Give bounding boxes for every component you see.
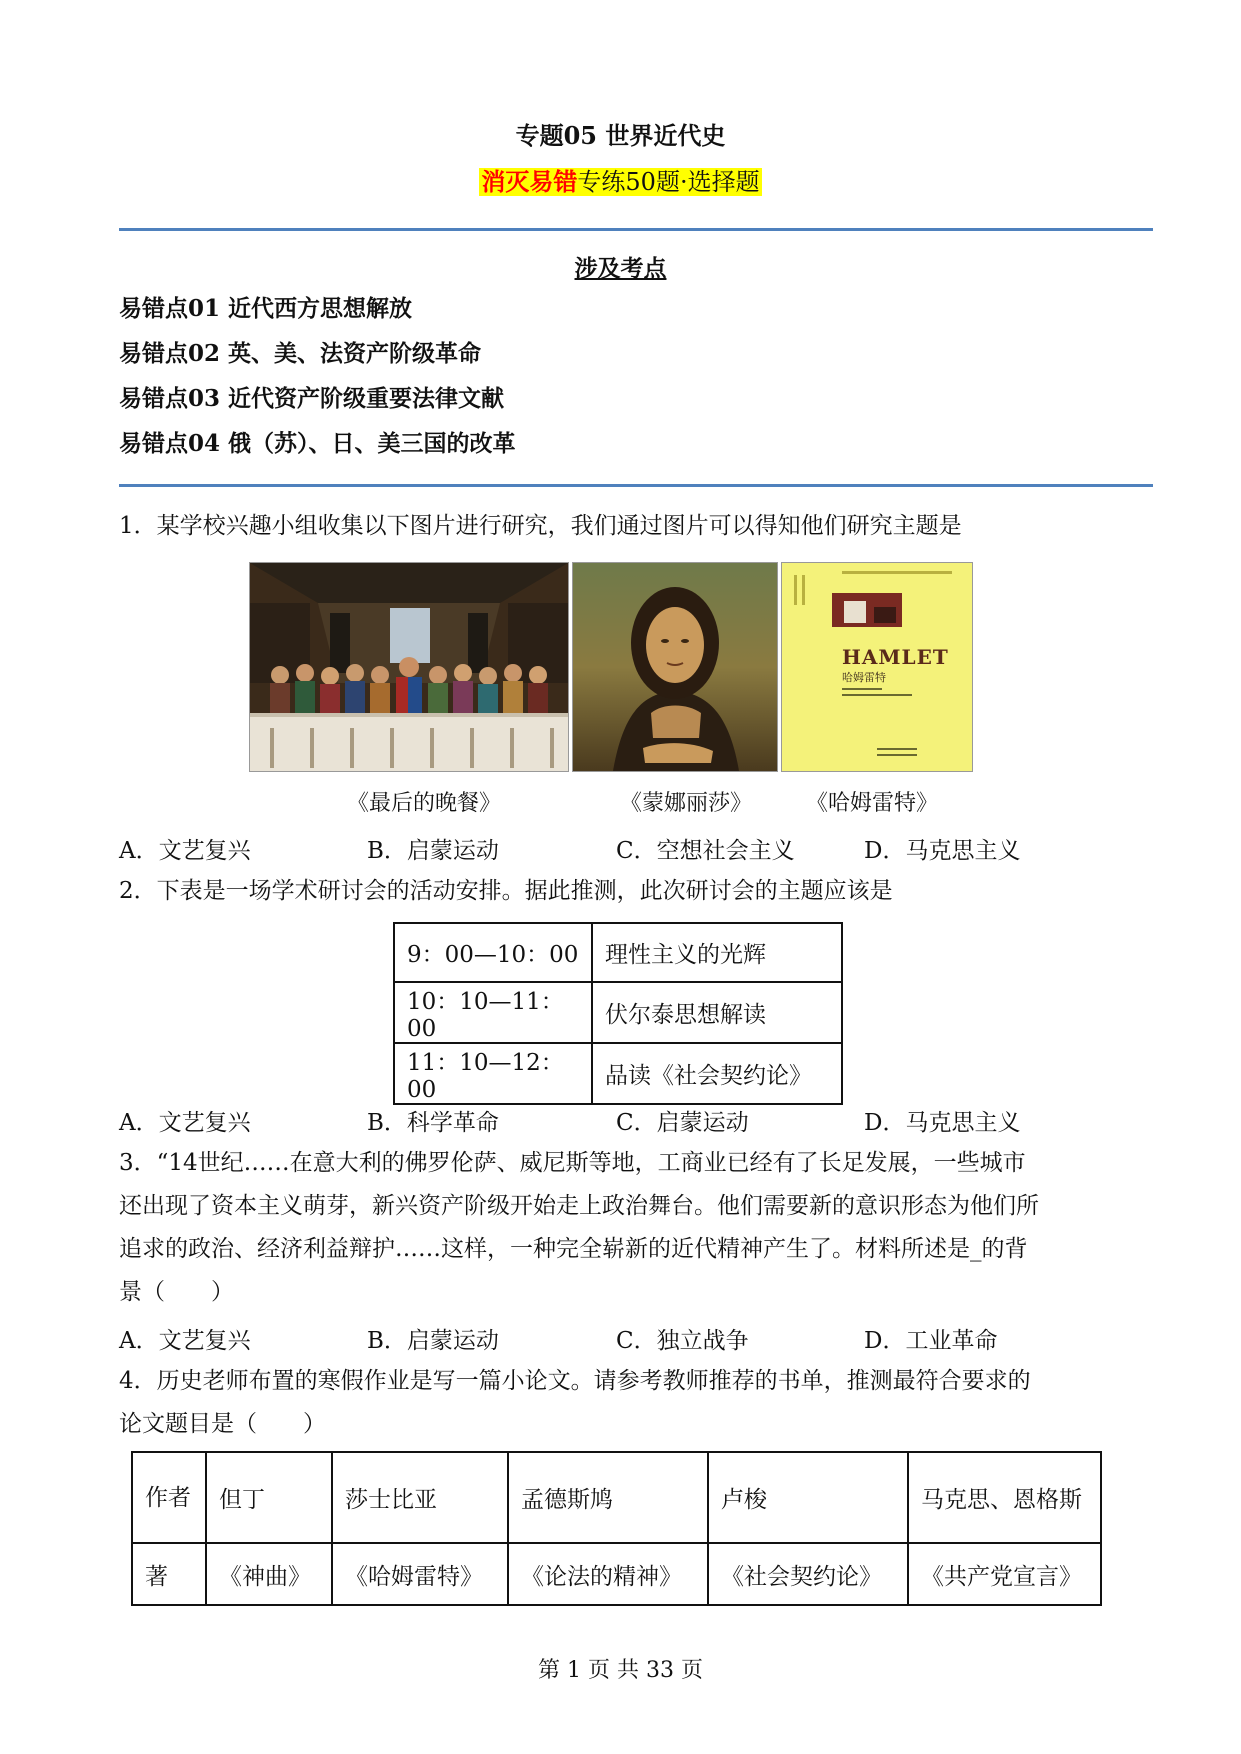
image-caption: 《最后的晚餐》 (347, 791, 502, 816)
question-4-line: 论文题目是（ ） (119, 1411, 326, 1437)
page-footer: 第 1 页 共 33 页 (538, 1658, 703, 1683)
row-head-author: 作者 (132, 1452, 206, 1543)
top-divider (119, 228, 1153, 231)
table-row (394, 982, 842, 1043)
topics-divider (119, 484, 1153, 487)
author-cell: 孟德斯鸠 (508, 1452, 708, 1543)
work-cell: 《共产党宣言》 (908, 1543, 1101, 1605)
schedule-topic: 伏尔泰思想解读 (592, 982, 842, 1043)
work-cell: 《论法的精神》 (508, 1543, 708, 1605)
row-head-work: 著 (132, 1543, 206, 1605)
author-cell: 但丁 (206, 1452, 332, 1543)
schedule-topic: 理性主义的光辉 (592, 923, 842, 982)
document-subtitle (0, 162, 1241, 197)
question-4-line: 4．历史老师布置的寒假作业是写一篇小论文。请参考教师推荐的书单，推测最符合要求的 (119, 1368, 1031, 1394)
topic-item: 易错点02 英、美、法资产阶级革命 (119, 340, 482, 367)
work-cell: 《神曲》 (206, 1543, 332, 1605)
work-cell: 《社会契约论》 (708, 1543, 908, 1605)
question-3-line: 3．“14世纪……在意大利的佛罗伦萨、威尼斯等地，工商业已经有了长足发展，一些城市 (119, 1150, 1026, 1176)
image-caption: 《蒙娜丽莎》 (620, 791, 753, 816)
topic-item: 易错点01 近代西方思想解放 (119, 295, 413, 322)
table-row (394, 923, 842, 982)
schedule-time: 9：00—10：00 (394, 923, 592, 982)
topic-item: 易错点04 俄（苏）、日、美三国的改革 (119, 430, 516, 457)
hamlet-book-cover-image (781, 562, 973, 772)
conference-schedule-table (393, 922, 843, 1105)
question-3-line: 追求的政治、经济利益辩护……这样，一种完全崭新的近代精神产生了。材料所述是_的背 (119, 1236, 1028, 1262)
table-row (132, 1543, 1101, 1605)
author-cell: 莎士比亚 (332, 1452, 508, 1543)
book-list-table (131, 1451, 1102, 1606)
question-3-line: 还出现了资本主义萌芽，新兴资产阶级开始走上政治舞台。他们需要新的意识形态为他们所 (119, 1193, 1039, 1219)
schedule-time: 10：10—11：00 (394, 982, 592, 1043)
q3-option-b: B．启蒙运动 (367, 1328, 499, 1354)
subtitle-red-text: 消灭易错 (481, 167, 578, 196)
q2-option-a: A．文艺复兴 (119, 1110, 251, 1136)
q1-option-d: D．马克思主义 (864, 838, 1021, 864)
hamlet-cover-subtitle: 哈姆雷特 (842, 671, 886, 684)
mona-lisa-image (572, 562, 778, 772)
subtitle-highlight (479, 168, 761, 196)
q1-option-c: C．空想社会主义 (616, 838, 795, 864)
document-title: 专题05 世界近代史 (515, 121, 726, 150)
table-row (394, 1043, 842, 1104)
image-caption: 《哈姆雷特》 (806, 791, 939, 816)
author-cell: 马克思、恩格斯 (908, 1452, 1101, 1543)
question-1-stem: 1．某学校兴趣小组收集以下图片进行研究，我们通过图片可以得知他们研究主题是 (119, 513, 962, 539)
author-cell: 卢梭 (708, 1452, 908, 1543)
subtitle-rest-text: 专练50题·选择题 (577, 168, 760, 196)
q2-option-b: B．科学革命 (367, 1110, 499, 1136)
topic-item: 易错点03 近代资产阶级重要法律文献 (119, 385, 505, 412)
q3-option-a: A．文艺复兴 (119, 1328, 251, 1354)
table-row (132, 1452, 1101, 1543)
schedule-time: 11：10—12：00 (394, 1043, 592, 1104)
question-2-stem: 2．下表是一场学术研讨会的活动安排。据此推测，此次研讨会的主题应该是 (119, 878, 893, 904)
q1-option-a: A．文艺复兴 (119, 838, 251, 864)
q3-option-d: D．工业革命 (864, 1328, 998, 1354)
q2-option-d: D．马克思主义 (864, 1110, 1021, 1136)
last-supper-image (249, 562, 569, 772)
question-3-line: 景（ ） (119, 1279, 234, 1305)
q1-option-b: B．启蒙运动 (367, 838, 499, 864)
hamlet-cover-title: HAMLET (842, 645, 949, 669)
q2-option-c: C．启蒙运动 (616, 1110, 749, 1136)
q3-option-c: C．独立战争 (616, 1328, 749, 1354)
topics-heading: 涉及考点 (574, 255, 667, 282)
work-cell: 《哈姆雷特》 (332, 1543, 508, 1605)
schedule-topic: 品读《社会契约论》 (592, 1043, 842, 1104)
